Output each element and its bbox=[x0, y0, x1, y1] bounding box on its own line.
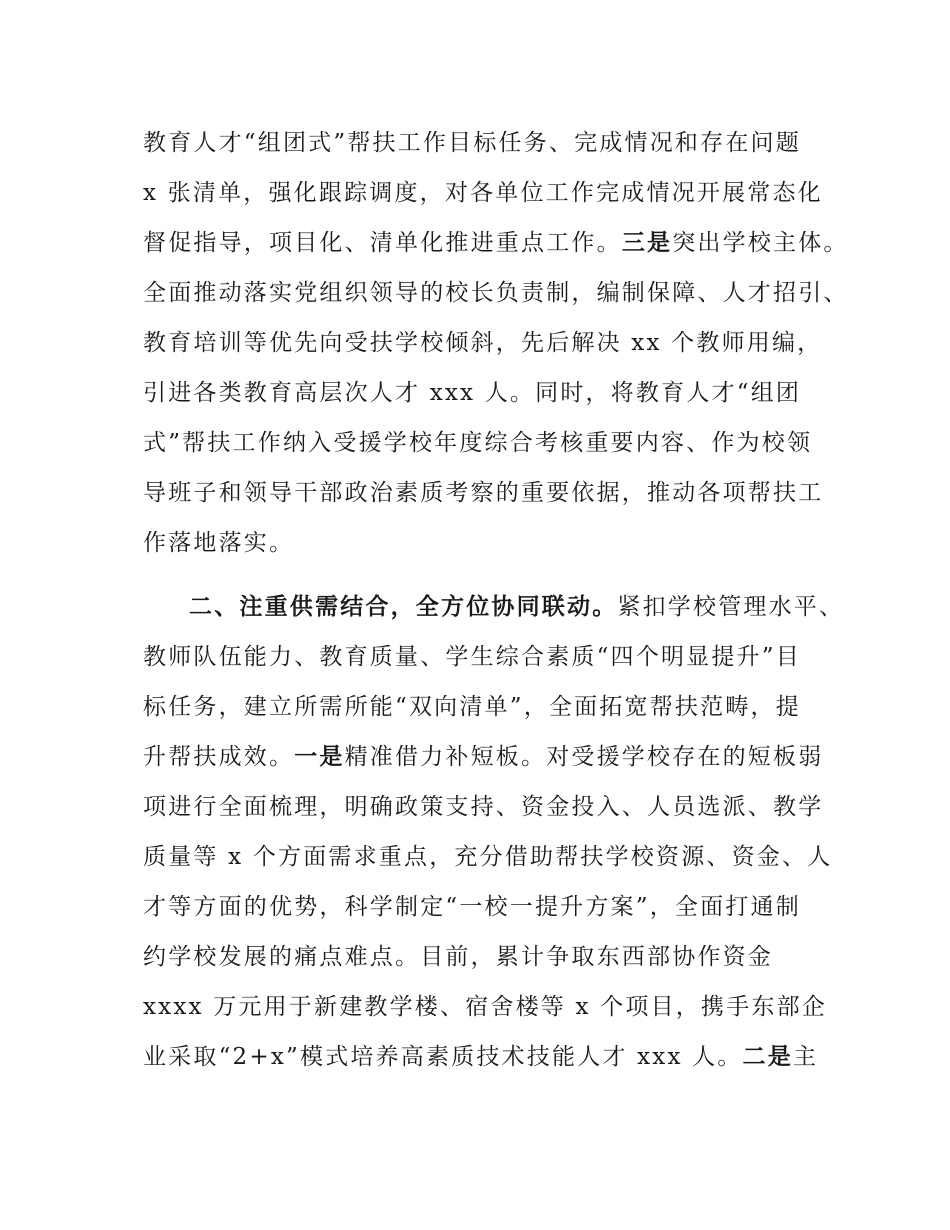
paragraph-2-line-4 bbox=[143, 742, 823, 772]
paragraph-2-line-6 bbox=[143, 842, 832, 872]
paragraph-1-line-9 bbox=[143, 528, 294, 558]
paragraph-1-line-1 bbox=[143, 128, 801, 158]
text-run: 主 bbox=[792, 1044, 819, 1070]
paragraph-1-line-7 bbox=[143, 428, 812, 458]
text-run: 精准借力补短板。对受援学校存在的短板弱 bbox=[344, 744, 824, 770]
paragraph-2-line-2 bbox=[143, 642, 801, 672]
paragraph-2-line-1 bbox=[189, 592, 844, 622]
paragraph-2-line-10 bbox=[143, 1042, 818, 1072]
paragraph-1-line-8 bbox=[143, 478, 823, 508]
text-run: 全面推动落实党组织领导的校长负责制，编制保障、人才招引、 bbox=[143, 280, 849, 306]
text-run: 业采取“2+x”模式培养高素质技术技能人才 xxx 人。 bbox=[143, 1044, 743, 1070]
paragraph-2-line-3 bbox=[143, 692, 801, 722]
bold-keyword-er-shi: 二是 bbox=[742, 1044, 793, 1070]
paragraph-1-line-4 bbox=[143, 278, 849, 308]
text-run: 升帮扶成效。 bbox=[143, 744, 295, 770]
paragraph-1-line-2 bbox=[143, 178, 823, 208]
text-run: 项进行全面梳理，明确政策支持、资金投入、人员选派、教学 bbox=[143, 794, 824, 820]
text-run: 督促指导，项目化、清单化推进重点工作。 bbox=[143, 230, 622, 256]
text-run: 教师队伍能力、教育质量、学生综合素质“四个明显提升”目 bbox=[143, 644, 801, 670]
section-heading: 二、注重供需结合，全方位协同联动。 bbox=[189, 594, 618, 620]
text-run: 紧扣学校管理水平、 bbox=[617, 594, 845, 620]
bold-keyword-yi-shi: 一是 bbox=[294, 744, 345, 770]
bold-keyword-san-shi: 三是 bbox=[621, 230, 673, 256]
text-run: 引进各类教育高层次人才 xxx 人。同时，将教育人才“组团 bbox=[143, 380, 802, 406]
text-run: 质量等 x 个方面需求重点，充分借助帮扶学校资源、资金、人 bbox=[143, 844, 833, 870]
paragraph-1-line-6 bbox=[143, 378, 801, 408]
text-run: 导班子和领导干部政治素质考察的重要依据，推动各项帮扶工 bbox=[143, 480, 824, 506]
text-run: 教育培训等优先向受扶学校倾斜，先后解决 xx 个教师用编， bbox=[143, 330, 823, 356]
text-run: xxxx 万元用于新建教学楼、宿舍楼等 x 个项目，携手东部企 bbox=[143, 994, 827, 1020]
text-run: 才等方面的优势，科学制定“一校一提升方案”，全面打通制 bbox=[143, 894, 801, 920]
paragraph-2-line-9 bbox=[143, 992, 827, 1022]
text-run: 约学校发展的痛点难点。目前，累计争取东西部协作资金 bbox=[143, 944, 773, 970]
text-run: 突出学校主体。 bbox=[672, 230, 849, 256]
text-run: x 张清单，强化跟踪调度，对各单位工作完成情况开展常态化 bbox=[143, 180, 823, 206]
text-run: 式”帮扶工作纳入受援学校年度综合考核重要内容、作为校领 bbox=[143, 430, 813, 456]
paragraph-2-line-5 bbox=[143, 792, 823, 822]
paragraph-2-line-7 bbox=[143, 892, 801, 922]
text-run: 标任务，建立所需所能“双向清单”，全面拓宽帮扶范畴，提 bbox=[143, 694, 801, 720]
text-run: 作落地落实。 bbox=[143, 530, 295, 556]
text-run: 教育人才“组团式”帮扶工作目标任务、完成情况和存在问题 bbox=[143, 130, 801, 156]
paragraph-2-line-8 bbox=[143, 942, 773, 972]
paragraph-1-line-5 bbox=[143, 328, 822, 358]
paragraph-1-line-3 bbox=[143, 228, 849, 258]
